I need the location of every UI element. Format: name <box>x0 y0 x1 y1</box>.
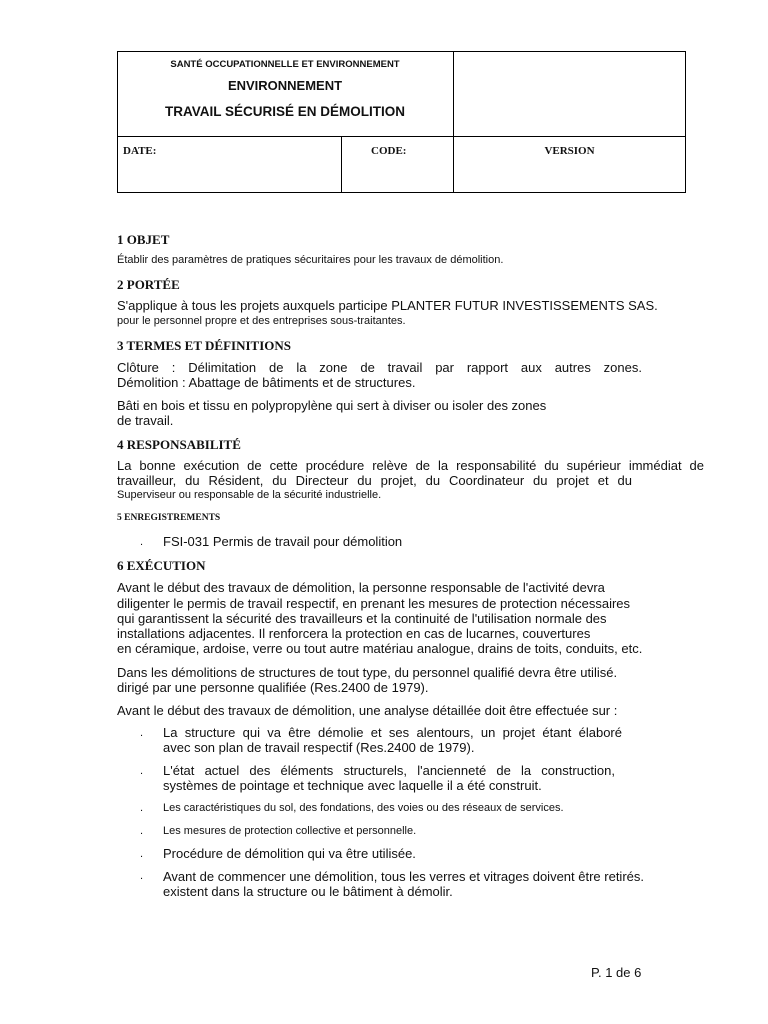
bullet-marker: . <box>140 727 144 739</box>
section-2-heading: 2 PORTÉE <box>117 277 180 292</box>
section-5-heading: 5 ENREGISTREMENTS <box>117 513 221 523</box>
p2-line-2: dirigé par une personne qualifiée (Res.2400 de 1979). <box>117 680 429 695</box>
bullet-marker: . <box>140 765 144 777</box>
section-3-line-2: Démolition : Abattage de bâtiments et de structures. <box>117 375 416 390</box>
section-4-line-3: Superviseur ou responsable de la sécurité industrielle. <box>117 489 382 501</box>
bullet-marker: . <box>140 848 144 860</box>
section-1-heading: 1 OBJET <box>117 232 170 247</box>
document-title: TRAVAIL SÉCURISÉ EN DÉMOLITION <box>164 104 405 119</box>
p1-line-5: en céramique, ardoise, verre ou tout autre matériau analogue, drains de toits, conduits, etc. <box>117 641 643 656</box>
bullet-1-line-2: avec son plan de travail respectif (Res.2400 de 1979). <box>163 740 475 755</box>
bullet-marker: . <box>140 825 144 837</box>
section-2-line-2: pour le personnel propre et des entreprises sous-traitantes. <box>117 315 406 327</box>
bullet-2-line-2: systèmes de pointage et technique avec laquelle il a été construit. <box>163 778 542 793</box>
org-title: SANTÉ OCCUPATIONNELLE ET ENVIRONNEMENT <box>170 59 400 70</box>
bullet-4: Les mesures de protection collective et personnelle. <box>163 825 417 837</box>
page-number: P. 1 de 6 <box>591 965 642 980</box>
p1-line-4: installations adjacentes. Il renforcera la protection en cas de lucarnes, couvertures <box>117 626 591 641</box>
record-item-1: FSI-031 Permis de travail pour démolition <box>163 534 403 549</box>
section-4-line-1: La bonne exécution de cette procédure relève de la responsabilité du supérieur immédiat de <box>117 458 704 473</box>
p1-line-3: qui garantissent la sécurité des travailleurs et la continuité de l'utilisation normale des <box>117 611 607 626</box>
section-1-text: Établir des paramètres de pratiques sécuritaires pour les travaux de démolition. <box>117 254 504 266</box>
section-6-heading: 6 EXÉCUTION <box>117 558 206 573</box>
bullet-1-line-1: La structure qui va être démolie et ses alentours, un projet étant élaboré <box>163 725 622 740</box>
bullet-5: Procédure de démolition qui va être utilisée. <box>163 846 416 861</box>
bullet-marker: . <box>140 870 144 882</box>
section-3-line-1: Clôture : Délimitation de la zone de travail par rapport aux autres zones. <box>117 360 642 375</box>
bullet-marker: . <box>140 802 144 814</box>
date-label: DATE: <box>123 145 157 157</box>
section-4-line-2: travailleur, du Résident, du Directeur du projet, du Coordinateur du projet et du <box>117 473 632 488</box>
bullet-3: Les caractéristiques du sol, des fondations, des voies ou des réseaux de services. <box>163 802 564 814</box>
bullet-6-line-1: Avant de commencer une démolition, tous les verres et vitrages doivent être retirés. <box>163 869 644 884</box>
section-4-heading: 4 RESPONSABILITÉ <box>117 437 241 452</box>
section-3-line-4: de travail. <box>117 413 174 428</box>
p1-line-1: Avant le début des travaux de démolition, la personne responsable de l'activité devra <box>117 580 605 595</box>
bullet-marker: . <box>140 536 144 548</box>
section-title: ENVIRONNEMENT <box>227 78 343 93</box>
section-3-line-3: Bâti en bois et tissu en polypropylène qui sert à diviser ou isoler des zones <box>117 398 547 413</box>
p1-line-2: diligenter le permis de travail respectif, en prenant les mesures de protection nécessaires <box>117 596 631 611</box>
section-3-heading: 3 TERMES ET DÉFINITIONS <box>117 338 291 353</box>
bullet-2-line-1: L'état actuel des éléments structurels, l'ancienneté de la construction, <box>163 763 615 778</box>
section-2-line-1: S'applique à tous les projets auxquels participe PLANTER FUTUR INVESTISSEMENTS SAS. <box>117 298 658 313</box>
p3-line: Avant le début des travaux de démolition, une analyse détaillée doit être effectuée sur : <box>117 703 618 718</box>
version-label: VERSION <box>544 145 595 157</box>
bullet-6-line-2: existent dans la structure ou le bâtiment à démolir. <box>163 884 453 899</box>
p2-line-1: Dans les démolitions de structures de tout type, du personnel qualifié devra être utilisé. <box>117 665 618 680</box>
code-label: CODE: <box>371 145 407 157</box>
